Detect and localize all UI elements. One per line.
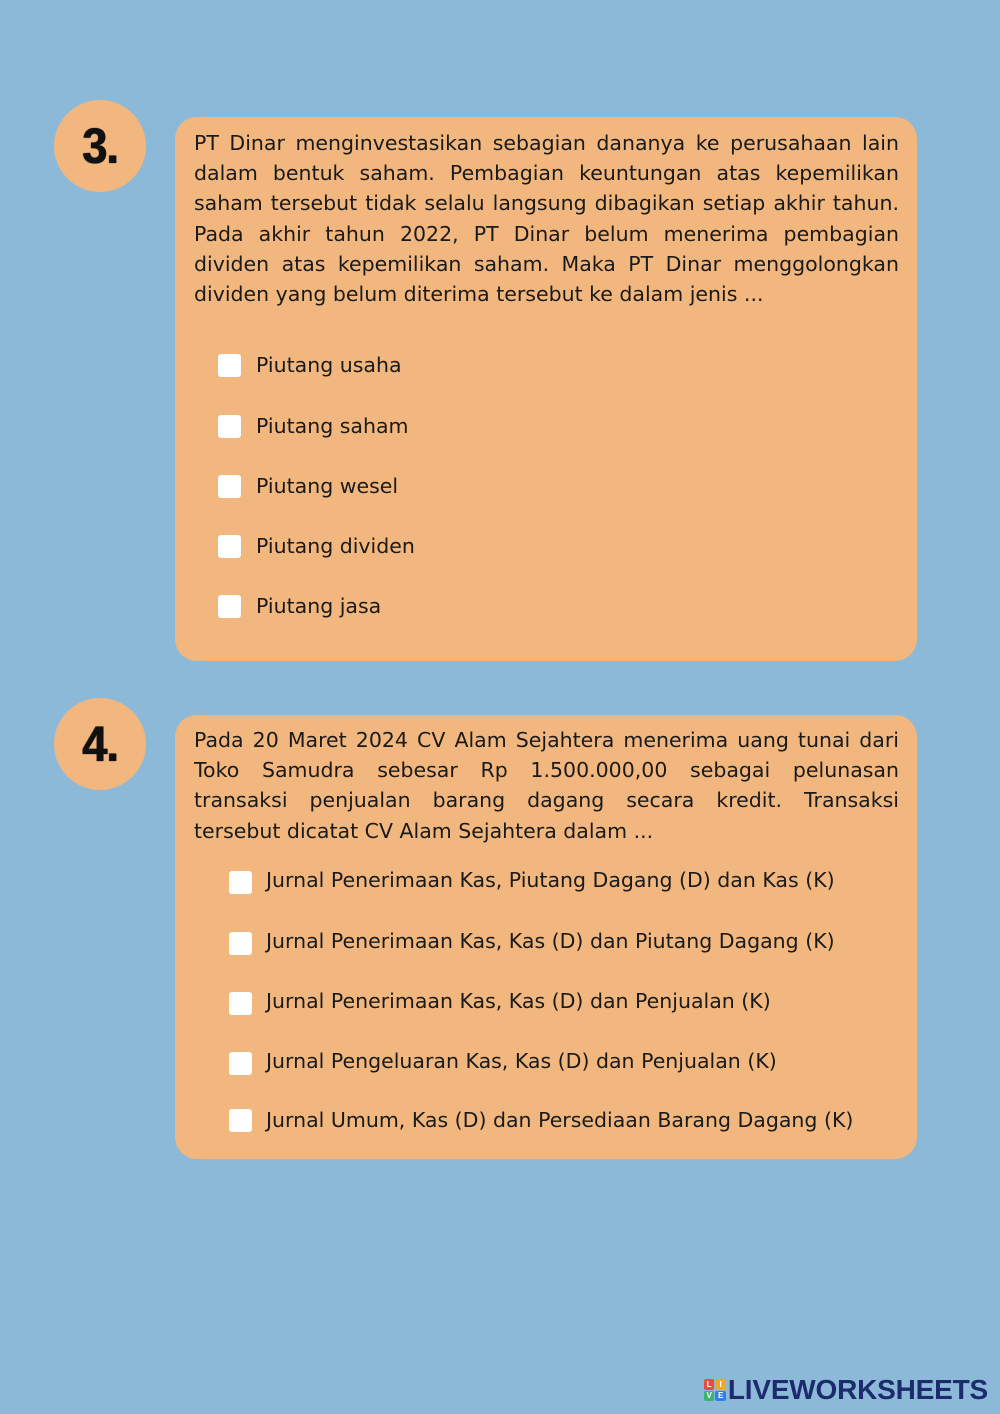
question-text: PT Dinar menginvestasikan sebagian dananya ke perusahaan lain dalam bentuk saham. Pembagian keuntungan atas kepemilikan saham tersebut tidak selalu langsung dibagikan setiap akhir tahun. Pada akhir tahun 2022, PT Dinar belum menerima pembagian dividen atas kepemilikan saham. Maka PT Dinar menggolongkan dividen yang belum diterima tersebut ke dalam jenis ... bbox=[194, 131, 899, 307]
answer-checkbox[interactable] bbox=[229, 992, 252, 1015]
liveworksheets-logo bbox=[704, 1374, 988, 1406]
question-card bbox=[175, 715, 917, 1159]
question-card bbox=[175, 117, 917, 661]
answer-checkbox[interactable] bbox=[229, 1052, 252, 1075]
answer-option[interactable] bbox=[218, 534, 415, 558]
answer-option-label: Jurnal Penerimaan Kas, Kas (D) dan Piutang Dagang (K) bbox=[266, 928, 835, 953]
answer-option[interactable] bbox=[229, 865, 835, 894]
logo-mark-letter: I bbox=[715, 1379, 726, 1390]
answer-checkbox[interactable] bbox=[218, 475, 241, 498]
answer-checkbox[interactable] bbox=[218, 595, 241, 618]
answer-checkbox[interactable] bbox=[229, 871, 252, 894]
answer-option[interactable] bbox=[229, 1046, 777, 1075]
logo-text: LIVEWORKSHEETS bbox=[727, 1374, 988, 1405]
question-number-badge bbox=[54, 100, 146, 192]
answer-option-label: Piutang jasa bbox=[256, 594, 382, 618]
answer-option[interactable] bbox=[229, 926, 835, 955]
logo-mark-letter: E bbox=[715, 1391, 726, 1402]
answer-option-label: Piutang dividen bbox=[256, 534, 415, 558]
answer-option-label: Piutang usaha bbox=[256, 353, 402, 377]
answer-option[interactable] bbox=[218, 594, 381, 618]
answer-checkbox[interactable] bbox=[218, 415, 241, 438]
answer-option-label: Jurnal Pengeluaran Kas, Kas (D) dan Penjualan (K) bbox=[266, 1048, 777, 1073]
answer-option-label: Piutang wesel bbox=[256, 474, 399, 498]
question-number: 3. bbox=[82, 118, 118, 174]
question-number-badge bbox=[54, 698, 146, 790]
answer-option[interactable] bbox=[229, 986, 771, 1015]
logo-mark-letter: V bbox=[704, 1391, 715, 1402]
question-number: 4. bbox=[82, 716, 118, 772]
answer-option-label: Piutang saham bbox=[256, 414, 409, 438]
answer-option-label: Jurnal Penerimaan Kas, Piutang Dagang (D) dan Kas (K) bbox=[266, 867, 835, 892]
answer-checkbox[interactable] bbox=[218, 535, 241, 558]
answer-checkbox[interactable] bbox=[229, 932, 252, 955]
answer-option[interactable] bbox=[218, 353, 402, 377]
logo-mark-letter: L bbox=[704, 1379, 715, 1390]
liveworksheets-logo-icon bbox=[704, 1379, 726, 1401]
answer-option-label: Jurnal Umum, Kas (D) dan Persediaan Barang Dagang (K) bbox=[266, 1107, 854, 1132]
answer-checkbox[interactable] bbox=[218, 354, 241, 377]
answer-option-label: Jurnal Penerimaan Kas, Kas (D) dan Penjualan (K) bbox=[266, 988, 771, 1013]
answer-checkbox[interactable] bbox=[229, 1109, 252, 1132]
question-text: Pada 20 Maret 2024 CV Alam Sejahtera menerima uang tunai dari Toko Samudra sebesar Rp 1.500.000,00 sebagai pelunasan transaksi penjualan barang dagang secara kredit. Transaksi tersebut dicatat CV Alam Sejahtera dalam ... bbox=[194, 728, 899, 843]
answer-option[interactable] bbox=[218, 474, 398, 498]
answer-option[interactable] bbox=[229, 1107, 853, 1132]
answer-option[interactable] bbox=[218, 414, 409, 438]
